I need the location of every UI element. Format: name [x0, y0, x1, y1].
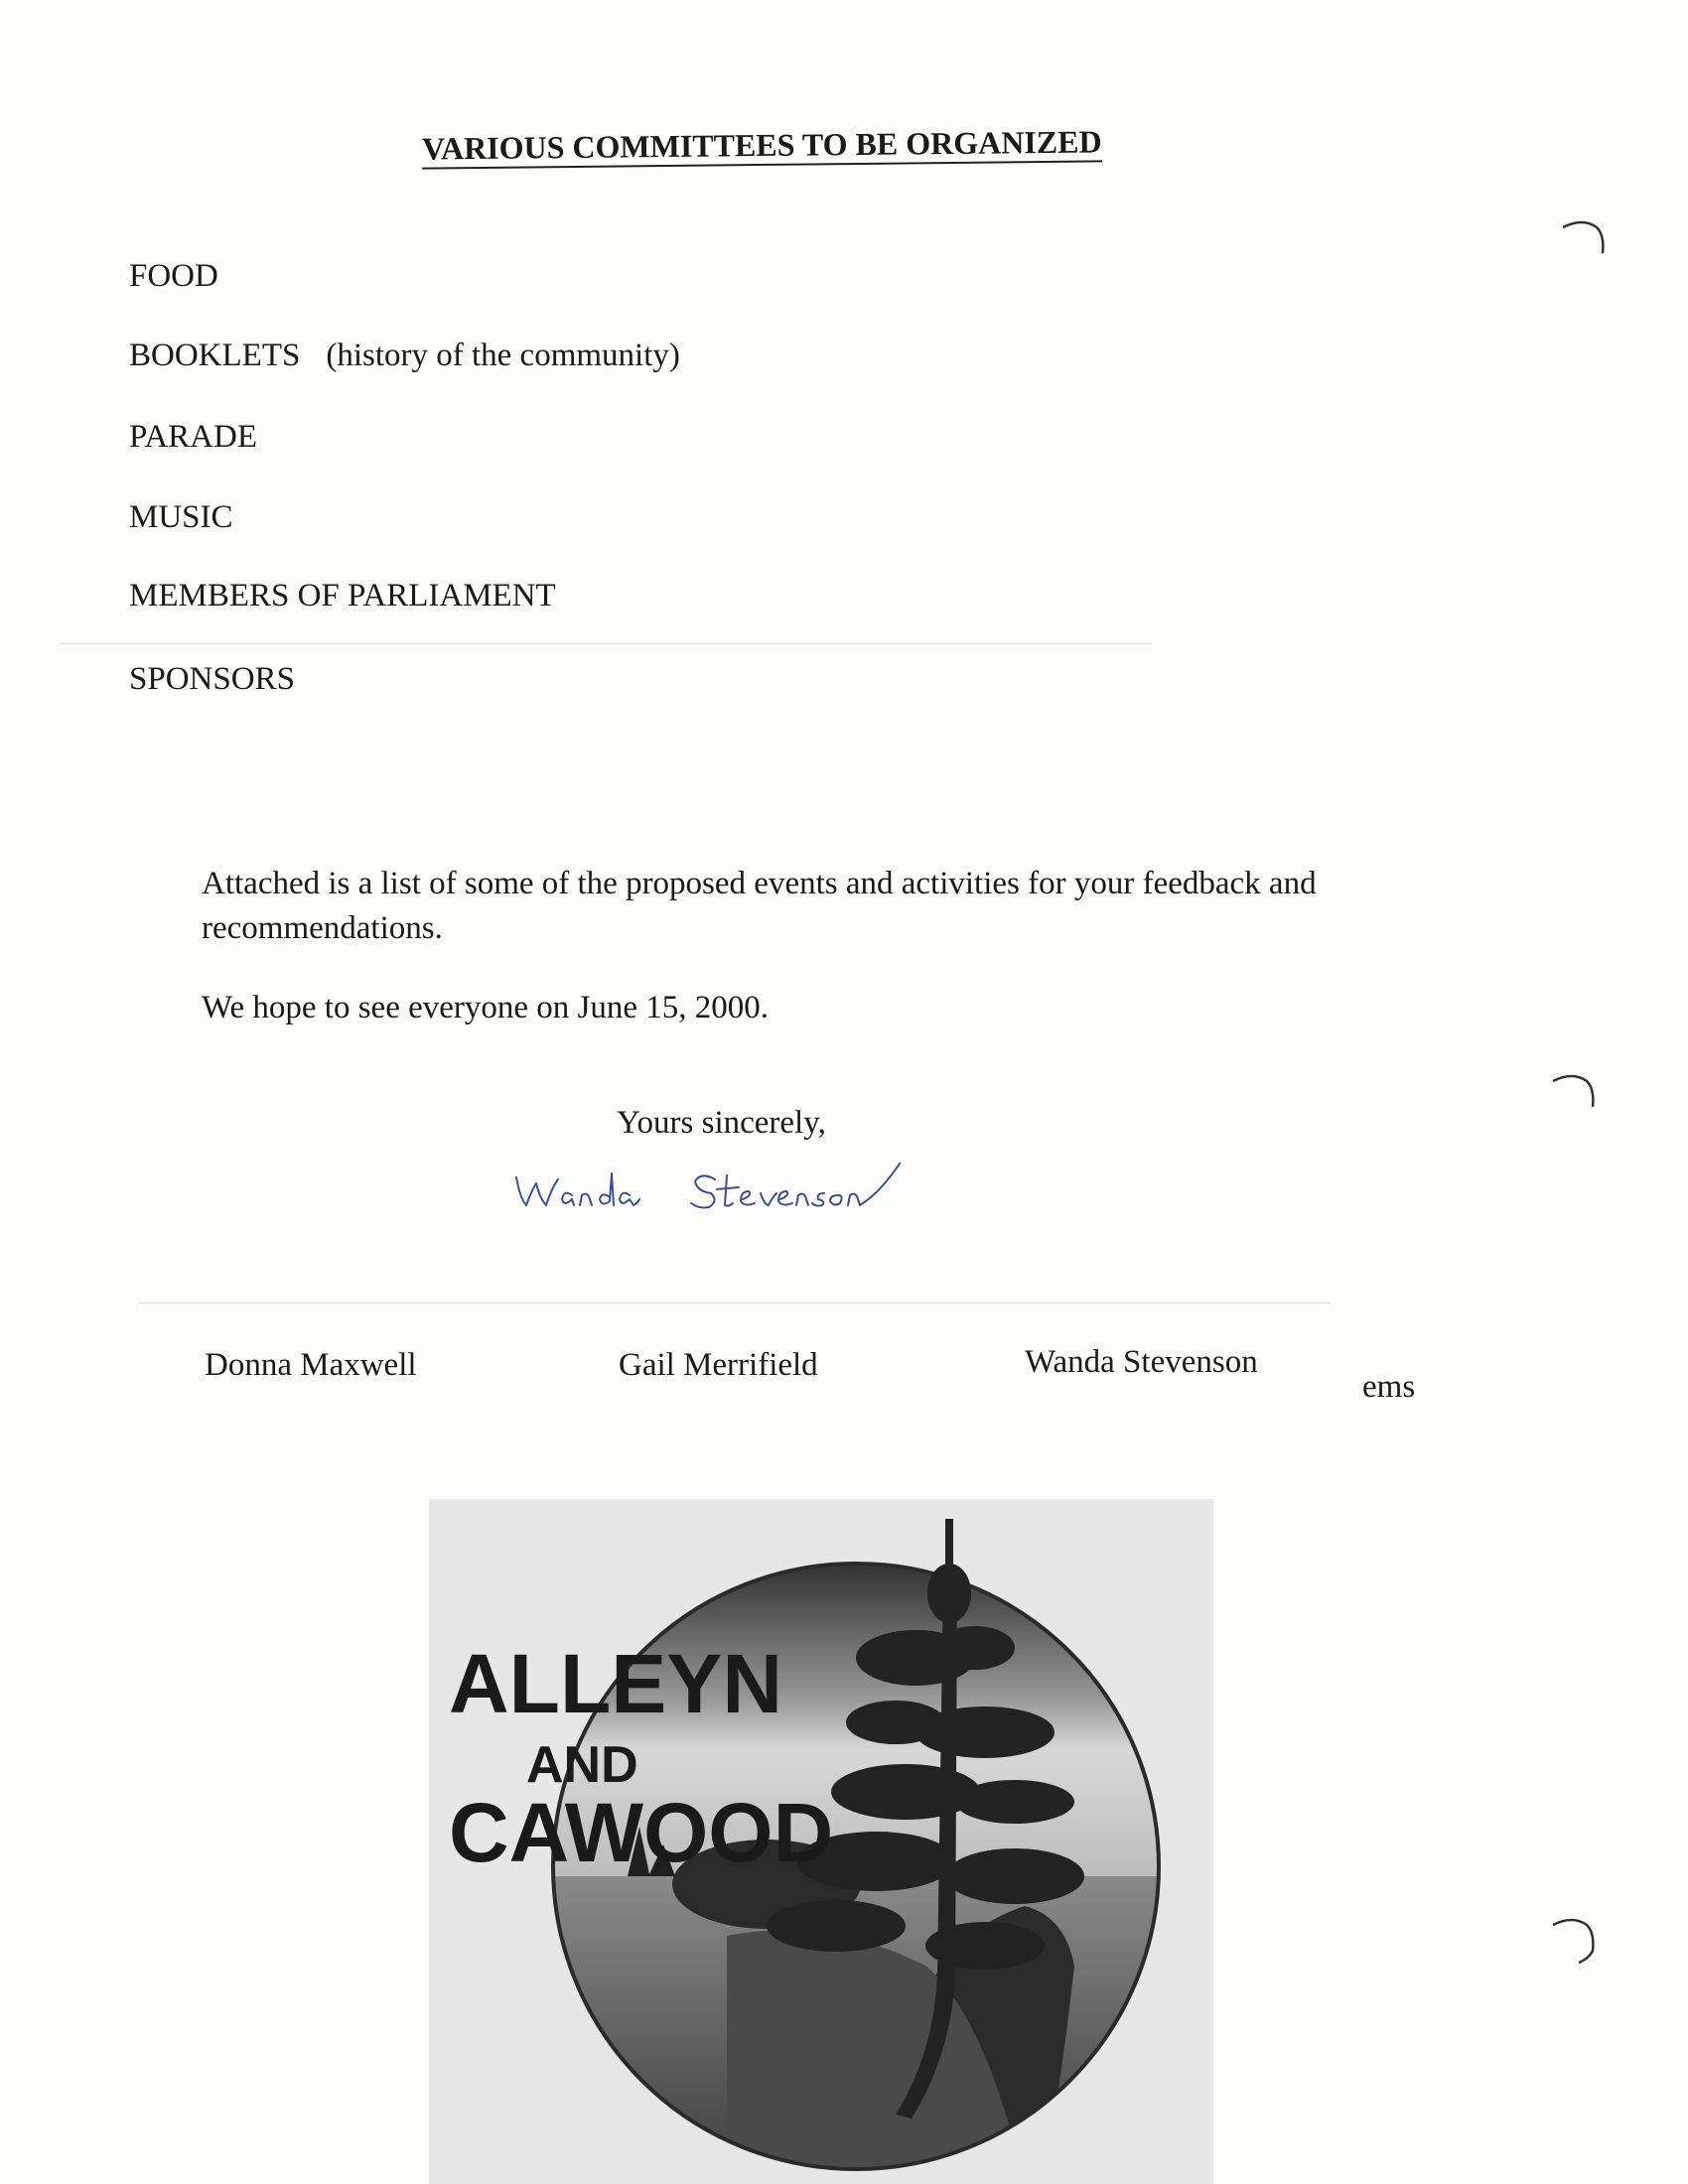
- committee-booklets: [129, 338, 680, 374]
- committee-name: BOOKLETS: [129, 338, 301, 373]
- body-paragraph: We hope to see everyone on June 15, 2000.: [202, 990, 770, 1025]
- committee-note: (history of the community): [326, 338, 680, 373]
- logo-text: ALLEYN: [449, 1637, 782, 1730]
- binder-ring-mark: [1549, 1911, 1609, 1971]
- body-paragraph: Attached is a list of some of the proposed events and activities for your feedback and recommendations.: [202, 866, 1317, 946]
- committee-sponsors: [129, 661, 295, 698]
- committee-name: SPONSORS: [129, 661, 295, 697]
- binder-ring-mark: [1559, 213, 1618, 273]
- binder-ring-mark: [1549, 1067, 1609, 1127]
- signatory-name: Wanda Stevenson: [1025, 1344, 1258, 1380]
- closing: Yours sincerely,: [617, 1105, 826, 1141]
- signatory-name: Gail Merrifield: [619, 1347, 818, 1383]
- committee-name: PARADE: [129, 419, 257, 455]
- committee-parade: [129, 419, 257, 456]
- page-title: VARIOUS COMMITTEES TO BE ORGANIZED: [422, 125, 1102, 169]
- committee-name: FOOD: [129, 258, 218, 294]
- handwritten-signature: [506, 1150, 1018, 1229]
- committee-members-of-parliament: [129, 578, 556, 614]
- scan-line: [60, 643, 1152, 644]
- committee-music: [129, 499, 233, 536]
- committee-name: MEMBERS OF PARLIAMENT: [129, 578, 556, 614]
- committee-name: MUSIC: [129, 499, 233, 535]
- scan-line: [139, 1302, 1331, 1303]
- cut-off-text-fragment: ems: [1362, 1369, 1416, 1405]
- alleyn-and-cawood-logo: [429, 1499, 1213, 2184]
- logo-text: CAWOOD: [449, 1786, 834, 1879]
- logo-text: AND: [526, 1736, 638, 1794]
- committee-food: [129, 258, 218, 295]
- signatory-name: Donna Maxwell: [205, 1347, 417, 1383]
